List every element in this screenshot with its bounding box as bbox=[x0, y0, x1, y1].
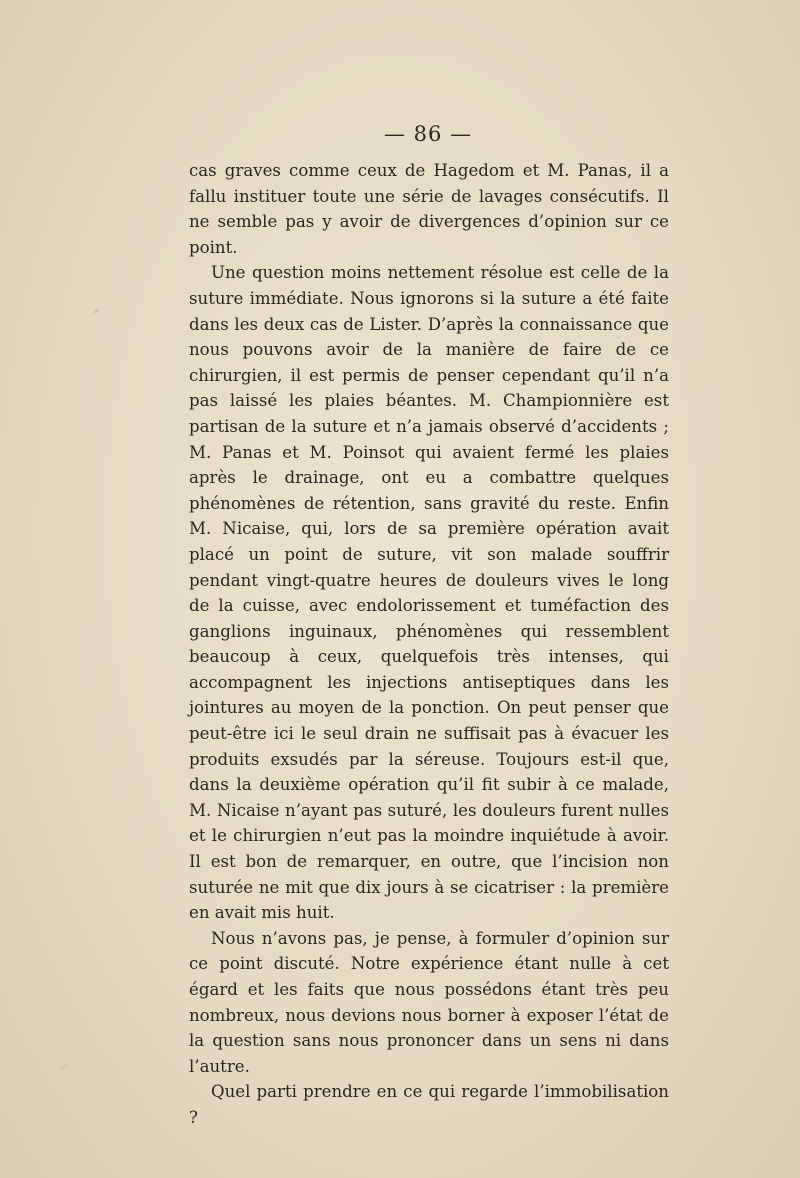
paper-speck bbox=[61, 1064, 69, 1070]
paragraph-4: Quel parti prendre en ce qui regarde l’immobilisation ? bbox=[189, 1082, 669, 1127]
paragraph-3: Nous n’avons pas, je pense, à formuler d’opinion sur ce point discuté. Notre expérience étant nulle à cet égard et les faits que nous possédons étant très peu nombreux, nous devions nous borner à exposer l’état de la question sans nous prononcer dans un sens ni dans l’autre. bbox=[189, 928, 669, 1076]
page-number: — 86 — bbox=[383, 122, 473, 146]
paragraph-1: cas graves comme ceux de Hagedom et M. Panas, il a fallu instituer toute une série de lavages consécutifs. Il ne semble pas y avoir de divergences d’opinion sur ce point. bbox=[189, 161, 669, 257]
body-text bbox=[189, 158, 669, 1131]
paper-speck bbox=[94, 309, 99, 314]
paragraph-2: Une question moins nettement résolue est celle de la suture immédiate. Nous ignorons si la suture a été faite dans les deux cas de Lister. D’après la connaissance que nous pouvons avoir de la manière de faire de ce chirurgien, il est permis de penser cependant qu’il n’a pas laissé les plaies béantes. M. Championnière est partisan de la suture et n’a jamais observé d’accidents ; M. Panas et M. Poinsot qui avaient fermé les plaies après le drainage, ont eu a combattre quelques phénomènes de rétention, sans gravité du reste. Enfin M. Nicaise, qui, lors de sa première opération avait placé un point de suture, vit son malade souffrir pendant vingt-quatre heures de douleurs vives le long de la cuisse, avec endolorissement et tuméfaction des ganglions inguinaux, phénomènes qui ressemblent beaucoup à ceux, quelquefois très intenses, qui accompagnent les injections antiseptiques dans les jointures au moyen de la ponction. On peut penser que peut-être ici le seul drain ne suffisait pas à évacuer les produits exsudés par la séreuse. Toujours est-il que, dans la deuxième opération qu’il fit subir à ce malade, M. Nicaise n’ayant pas suturé, les douleurs furent nulles et le chirurgien n’eut pas la moindre inquiétude à avoir. Il est bon de remarquer, en outre, que l’incision non suturée ne mit que dix jours à se cicatriser : la première en avait mis huit. bbox=[189, 263, 669, 923]
